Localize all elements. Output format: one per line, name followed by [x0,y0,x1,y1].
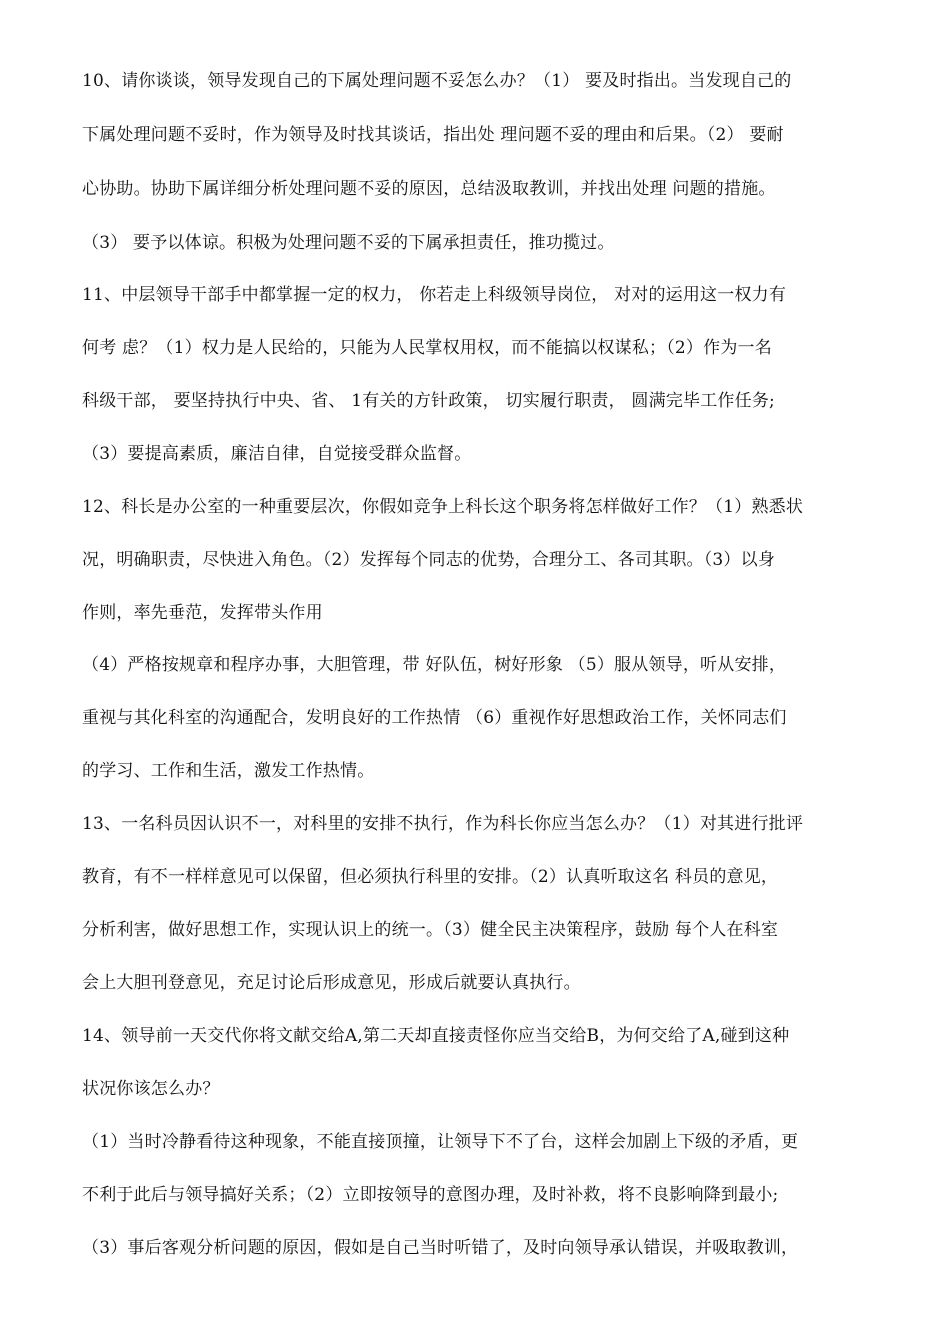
text-line: 12、科长是办公室的一种重要层次，你假如竞争上科长这个职务将怎样做好工作？（1）熟悉状 [82,497,804,517]
text-line: 分析利害，做好思想工作，实现认识上的统一。（3）健全民主决策程序，鼓励 每个人在科室 [82,920,779,940]
text-line: 14、领导前一天交代你将文献交给A,第二天却直接责怪你应当交给B，为何交给了A,碰到这种 [82,1026,790,1046]
text-line: （1）当时冷静看待这种现象，不能直接顶撞，让领导下不了台，这样会加剧上下级的矛盾，更 [82,1132,799,1152]
text-line: 教育，有不一样样意见可以保留，但必须执行科里的安排。（2）认真听取这名 科员的意见， [82,867,779,887]
text-line: 况，明确职责，尽快进入角色。（2）发挥每个同志的优势，合理分工、各司其职。（3）以身 [82,550,776,570]
text-line: 何考 虑？（1）权力是人民给的，只能为人民掌权用权，而不能搞以权谋私；（2）作为一名 [82,338,772,358]
text-line: 11、中层领导干部手中都掌握一定的权力， 你若走上科级领导岗位， 对对的运用这一权力有 [82,285,787,305]
text-line: 科级干部， 要坚持执行中央、省、 1有关的方针政策， 切实履行职责， 圆满完毕工作任务; [82,391,775,411]
text-line: 状况你该怎么办？ [82,1079,220,1099]
text-line: （3）事后客观分析问题的原因，假如是自己当时听错了，及时向领导承认错误，并吸取教训， [82,1238,799,1258]
text-line: 不利于此后与领导搞好关系；（2）立即按领导的意图办理，及时补救，将不良影响降到最小; [82,1185,779,1205]
text-line: 下属处理问题不妥时，作为领导及时找其谈话，指出处 理问题不妥的理由和后果。（2） 要耐 [82,125,784,145]
text-line: 会上大胆刊登意见，充足讨论后形成意见，形成后就要认真执行。 [82,973,581,993]
text-line: 13、一名科员因认识不一，对科里的安排不执行，作为科长你应当怎么办？（1）对其进行批评 [82,814,804,834]
text-line: （3）要提高素质，廉洁自律，自觉接受群众监督。 [82,444,472,464]
text-line: 10、请你谈谈，领导发现自己的下属处理问题不妥怎么办？（1） 要及时指出。当发现自己的 [82,71,792,91]
text-line: 重视与其化科室的沟通配合，发明良好的工作热情 （6）重视作好思想政治工作，关怀同志们 [82,708,787,728]
text-line: （4）严格按规章和程序办事，大胆管理，带 好队伍，树好形象 （5）服从领导，听从安排， [82,655,787,675]
text-line: 心协助。协助下属详细分析处理问题不妥的原因，总结汲取教训，并找出处理 问题的措施。 [82,179,776,199]
text-line: （3） 要予以体谅。积极为处理问题不妥的下属承担责任，推功揽过。 [82,233,615,253]
text-line: 的学习、工作和生活，激发工作热情。 [82,761,375,781]
text-line: 作则，率先垂范，发挥带头作用 [82,603,323,623]
